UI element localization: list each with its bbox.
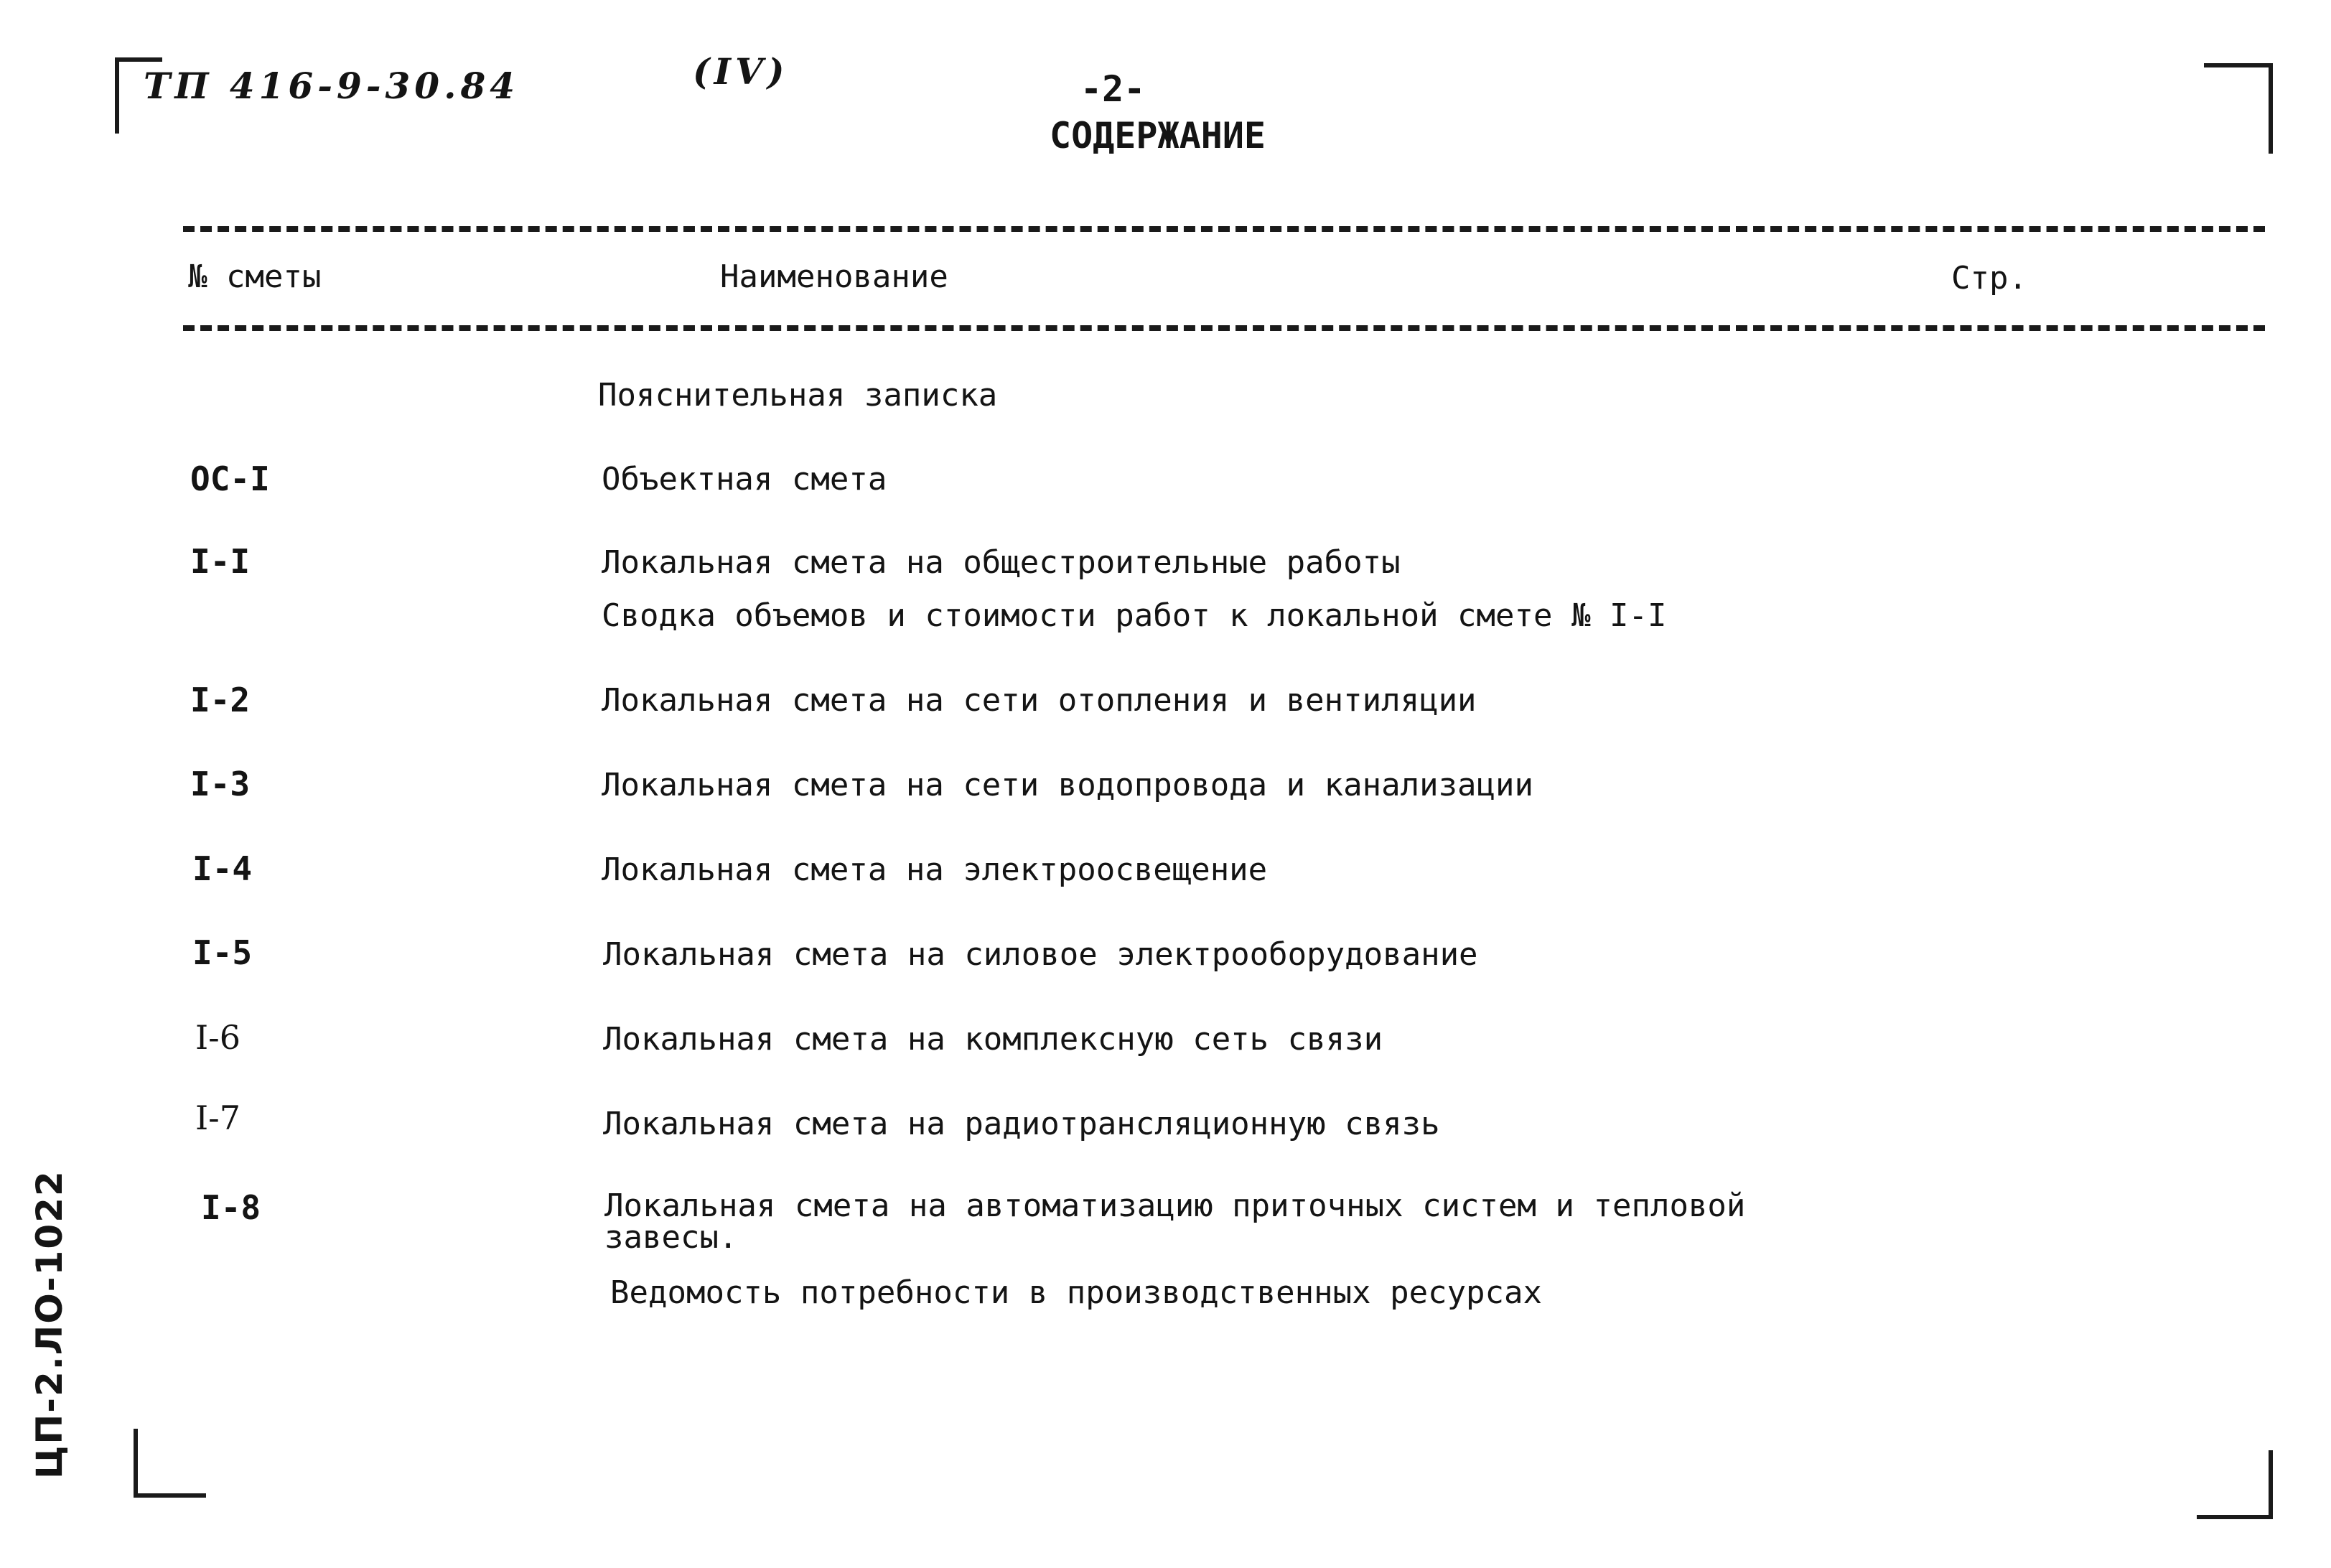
- row-name: Ведомость потребности в производственных ресурсах: [610, 1274, 1543, 1311]
- row-name: Локальная смета на комплексную сеть связи: [603, 1021, 1383, 1058]
- corner-mark-bottom-left: [134, 1429, 206, 1498]
- row-code: I-7: [195, 1098, 240, 1137]
- row-code: I-I: [190, 542, 251, 581]
- row-name: Локальная смета на силовое электрооборудование: [603, 936, 1478, 973]
- row-code: I-8: [201, 1188, 261, 1227]
- row-name: Локальная смета на электроосвещение: [602, 851, 1268, 888]
- row-code: I-4: [192, 849, 253, 888]
- col-header-number: № сметы: [188, 258, 322, 295]
- row-code: I-6: [195, 1018, 240, 1057]
- col-header-name: Наименование: [720, 258, 948, 295]
- row-name: Локальная смета на автоматизацию приточных систем и тепловой завесы.: [604, 1187, 1746, 1256]
- row-name: Локальная смета на общестроительные работы: [602, 544, 1401, 581]
- row-name: Локальная смета на сети водопровода и канализации: [602, 767, 1534, 803]
- row-code: I-2: [190, 681, 251, 719]
- row-name: Локальная смета на радиотрансляционную связь: [603, 1106, 1440, 1142]
- row-name: Сводка объемов и стоимости работ к локальной смете № I-I: [602, 597, 1667, 634]
- row-code: I-5: [192, 933, 253, 972]
- page-number: -2-: [1080, 68, 1146, 110]
- row-name: Локальная смета на сети отопления и вентиляции: [602, 682, 1477, 719]
- row-code: I-3: [190, 765, 251, 803]
- corner-mark-bottom-right: [2197, 1450, 2273, 1519]
- col-header-page: Стр.: [1951, 260, 2027, 297]
- doc-code: ТП 416-9-30.84: [144, 65, 520, 107]
- row-name: Пояснительная записка: [598, 377, 998, 414]
- row-code: ОС-I: [190, 459, 270, 498]
- corner-mark-top-right: [2204, 63, 2273, 154]
- side-stamp: ЦП-2.ЛО-1022: [29, 1170, 70, 1479]
- row-name: Объектная смета: [602, 461, 887, 498]
- handwritten-note: (IV): [693, 50, 789, 93]
- header-rule-bottom: [183, 325, 2265, 331]
- header-rule-top: [183, 226, 2265, 232]
- page-title: СОДЕРЖАНИЕ: [1050, 115, 1266, 157]
